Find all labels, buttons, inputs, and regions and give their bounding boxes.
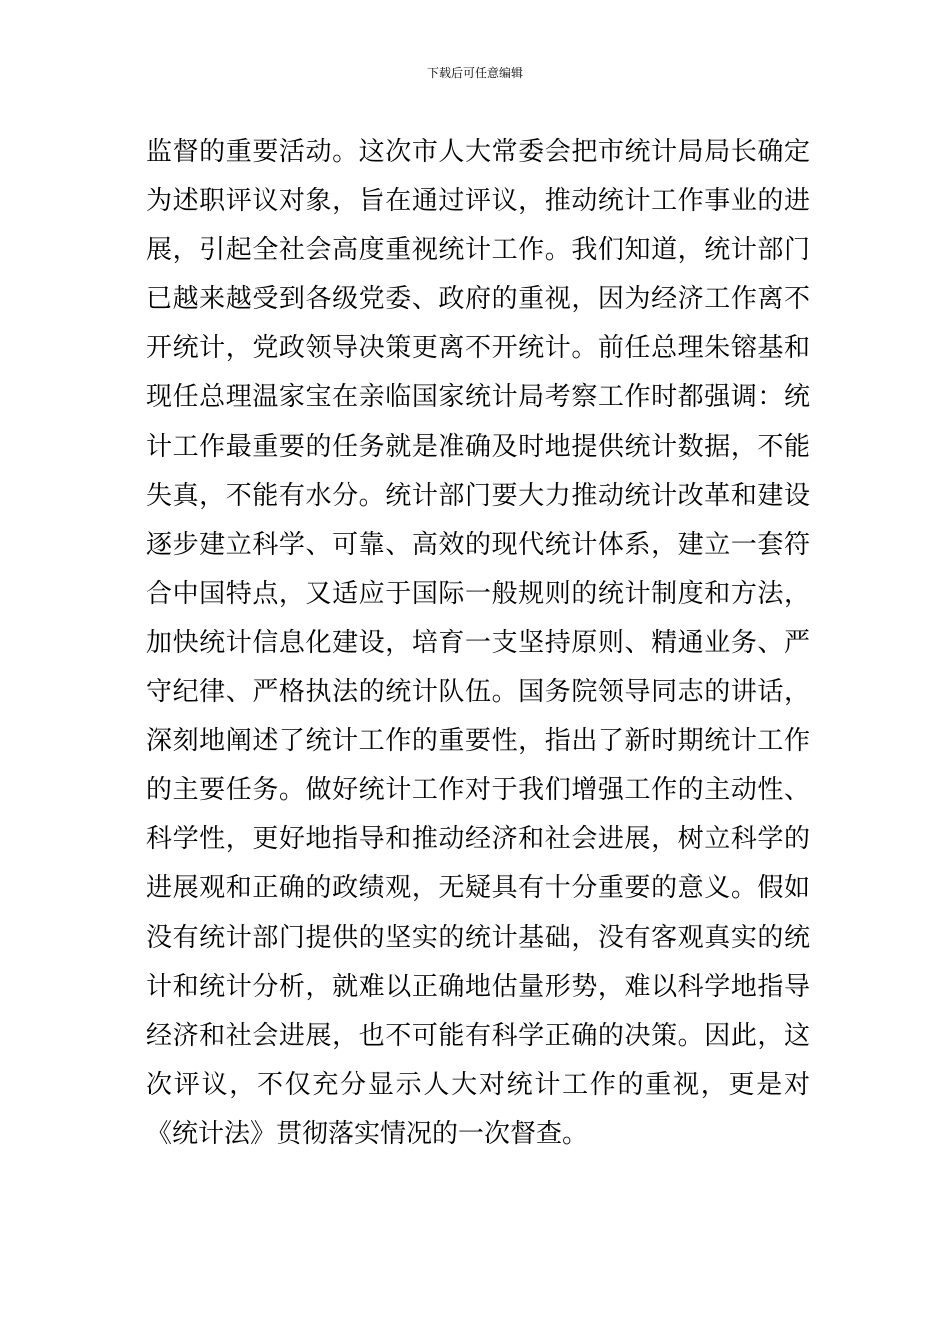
text-line: 《统计法》贯彻落实情况的一次督查。	[146, 1118, 589, 1149]
text-line: 为述职评议对象，旨在通过评议，推动统计工作事业的进	[146, 186, 810, 217]
text-line: 经济和社会进展，也不可能有科学正确的决策。因此，这	[146, 1020, 810, 1051]
text-line: 监督的重要活动。这次市人大常委会把市统计局局长确定	[146, 137, 810, 167]
text-line: 进展观和正确的政绩观，无疑具有十分重要的意义。假如	[146, 873, 810, 904]
text-line: 科学性，更好地指导和推动经济和社会进展，树立科学的	[146, 824, 810, 855]
text-line: 逐步建立科学、可靠、高效的现代统计体系，建立一套符	[146, 529, 810, 560]
text-line: 合中国特点，又适应于国际一般规则的统计制度和方法，	[146, 578, 810, 609]
text-line: 加快统计信息化建设，培育一支坚持原则、精通业务、严	[146, 627, 810, 658]
text-line: 失真，不能有水分。统计部门要大力推动统计改革和建设	[146, 480, 810, 511]
text-line: 现任总理温家宝在亲临国家统计局考察工作时都强调：统	[146, 382, 810, 413]
page-header	[0, 64, 950, 82]
text-line: 深刻地阐述了统计工作的重要性，指出了新时期统计工作	[146, 726, 810, 757]
text-line: 展，引起全社会高度重视统计工作。我们知道，统计部门	[146, 235, 810, 266]
text-line: 计和统计分析，就难以正确地估量形势，难以科学地指导	[146, 971, 810, 1002]
document-body	[146, 128, 810, 1159]
text-line: 次评议，不仅充分显示人大对统计工作的重视，更是对	[146, 1069, 810, 1100]
text-line: 开统计，党政领导决策更离不开统计。前任总理朱镕基和	[146, 333, 810, 364]
text-line: 的主要任务。做好统计工作对于我们增强工作的主动性、	[146, 775, 810, 806]
header-text: 下载后可任意编辑	[426, 66, 523, 80]
text-line: 计工作最重要的任务就是准确及时地提供统计数据，不能	[146, 431, 810, 462]
text-line: 没有统计部门提供的坚实的统计基础，没有客观真实的统	[146, 922, 810, 953]
text-line: 守纪律、严格执法的统计队伍。国务院领导同志的讲话，	[146, 677, 810, 708]
text-line: 已越来越受到各级党委、政府的重视，因为经济工作离不	[146, 284, 810, 315]
